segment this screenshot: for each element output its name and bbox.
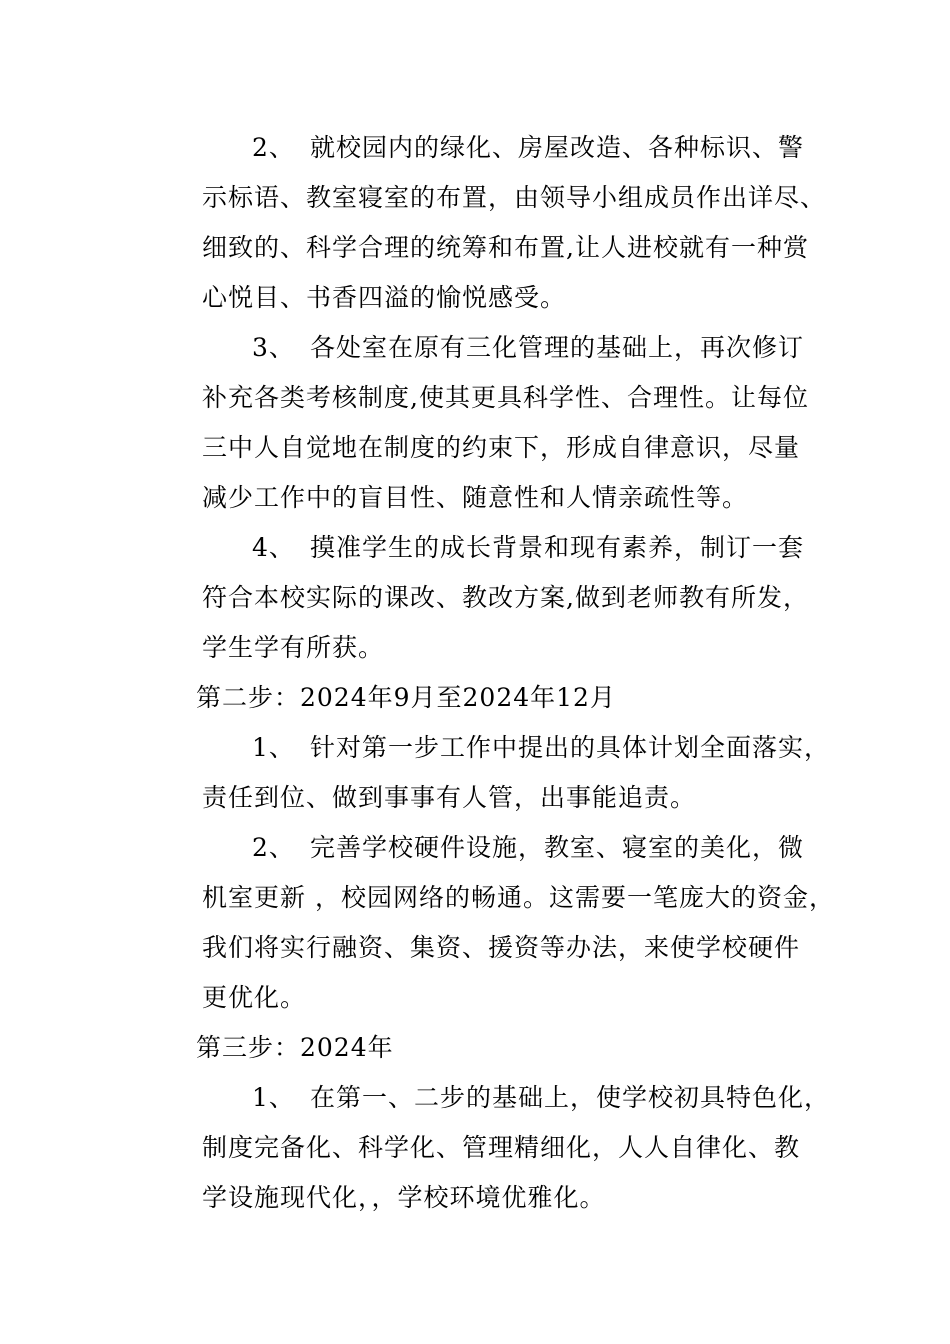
- section-heading-step-2: 第二步：2024年9月至2024年12月: [196, 683, 616, 712]
- step2-paragraph-2-line-3: 我们将实行融资、集资、援资等办法，来使学校硬件: [202, 933, 801, 962]
- paragraph-text: 完善学校硬件设施，教室、寝室的美化，微: [310, 833, 805, 862]
- section-heading-step-3: 第三步：2024年: [196, 1033, 394, 1062]
- paragraph-text: 针对第一步工作中提出的具体计划全面落实，: [310, 733, 831, 762]
- step2-paragraph-2-line-1: [252, 833, 804, 863]
- step2-paragraph-2-line-4: 更优化。: [202, 983, 307, 1012]
- step3-paragraph-1-line-1: [252, 1083, 830, 1113]
- step2-paragraph-2-line-2: 机室更新 ，校园网络的畅通。这需要一笔庞大的资金，: [202, 883, 835, 912]
- item-number: 1、: [252, 1083, 295, 1112]
- paragraph-2-line-2: 示标语、教室寝室的布置，由领导小组成员作出详尽、: [202, 183, 827, 212]
- paragraph-text: 各处室在原有三化管理的基础上，再次修订: [310, 333, 805, 362]
- paragraph-text: 就校园内的绿化、房屋改造、各种标识、警: [310, 133, 805, 162]
- item-number: 4、: [252, 533, 295, 562]
- paragraph-3-line-1: [252, 333, 804, 363]
- item-number: 2、: [252, 833, 295, 862]
- paragraph-text: 摸准学生的成长背景和现有素养，制订一套: [310, 533, 805, 562]
- paragraph-text: 在第一、二步的基础上，使学校初具特色化，: [310, 1083, 831, 1112]
- paragraph-4-line-2: 符合本校实际的课改、教改方案,做到老师教有所发，: [202, 583, 809, 612]
- paragraph-4-line-1: [252, 533, 804, 563]
- item-number: 3、: [252, 333, 295, 362]
- paragraph-2-line-1: [252, 133, 804, 163]
- paragraph-3-line-3: 三中人自觉地在制度的约束下，形成自律意识，尽量: [202, 433, 801, 462]
- step2-paragraph-1-line-1: [252, 733, 830, 763]
- paragraph-4-line-3: 学生学有所获。: [202, 633, 385, 662]
- paragraph-2-line-3: 细致的、科学合理的统筹和布置,让人进校就有一种赏: [202, 233, 809, 262]
- item-number: 2、: [252, 133, 295, 162]
- paragraph-2-line-4: 心悦目、书香四溢的愉悦感受。: [202, 283, 567, 312]
- step3-paragraph-1-line-2: 制度完备化、科学化、管理精细化，人人自律化、教: [202, 1133, 801, 1162]
- item-number: 1、: [252, 733, 295, 762]
- step2-paragraph-1-line-2: 责任到位、做到事事有人管，出事能追责。: [202, 783, 697, 812]
- step3-paragraph-1-line-3: 学设施现代化，，学校环境优雅化。: [202, 1183, 606, 1212]
- paragraph-3-line-2: 补充各类考核制度,使其更具科学性、合理性。让每位: [202, 383, 809, 412]
- paragraph-3-line-4: 减少工作中的盲目性、随意性和人情亲疏性等。: [202, 483, 749, 512]
